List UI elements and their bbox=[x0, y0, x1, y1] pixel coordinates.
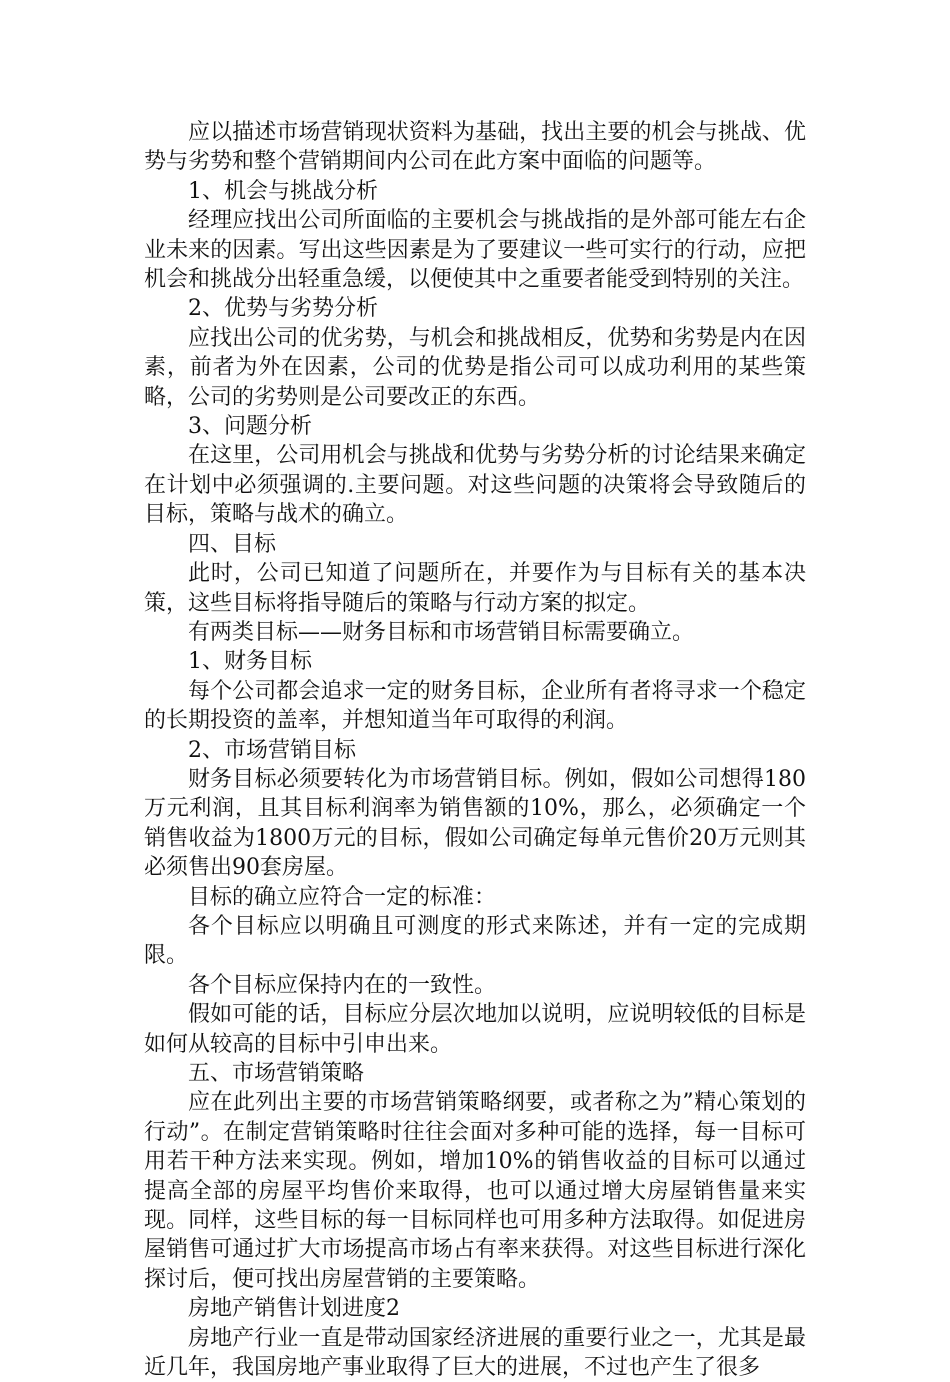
section-heading: 1、机会与挑战分析 bbox=[188, 178, 378, 204]
body-paragraph: 目标的确立应符合一定的标准： bbox=[188, 884, 497, 910]
body-paragraph: 财务目标必须要转化为市场营销目标。例如，假如公司想得180万元利润，且其目标利润率为销售额的10%，那么，必须确定一个销售收益为1800万元的目标，假如公司确定每单元售价20万元则其必须售出90套房屋。 bbox=[144, 766, 807, 881]
body-paragraph: 假如可能的话，目标应分层次地加以说明，应说明较低的目标是如何从较高的目标中引申出来。 bbox=[144, 1002, 806, 1057]
body-paragraph: 应在此列出主要的市场营销策略纲要，或者称之为”精心策划的行动”。在制定营销策略时往往会面对多种可能的选择，每一目标可用若干种方法来实现。例如，增加10%的销售收益的目标可以通过提高全部的房屋平均售价来取得，也可以通过增大房屋销售量来实现。同样，这些目标的每一目标同样也可用多种方法取得。如促进房屋销售可通过扩大市场提高市场占有率来获得。对这些目标进行深化探讨后，便可找出房屋营销的主要策略。 bbox=[144, 1090, 806, 1292]
section-heading: 3、问题分析 bbox=[188, 414, 312, 440]
section-heading: 2、市场营销目标 bbox=[188, 737, 356, 763]
body-paragraph: 每个公司都会追求一定的财务目标，企业所有者将寻求一个稳定的长期投资的盖率，并想知道当年可取得的利润。 bbox=[144, 678, 806, 734]
body-paragraph: 此时，公司已知道了问题所在，并要作为与目标有关的基本决策，这些目标将指导随后的策略与行动方案的拟定。 bbox=[144, 561, 806, 616]
body-paragraph: 经理应找出公司所面临的主要机会与挑战指的是外部可能左右企业未来的因素。写出这些因素是为了要建议一些可实行的行动，应把机会和挑战分出轻重急缓，以便使其中之重要者能受到特别的关注。 bbox=[144, 208, 806, 293]
body-paragraph: 应找出公司的优劣势，与机会和挑战相反，优势和劣势是内在因素，前者为外在因素，公司的优势是指公司可以成功利用的某些策略，公司的劣势则是公司要改正的东西。 bbox=[144, 325, 806, 410]
body-paragraph: 房地产行业一直是带动国家经济进展的重要行业之一，尤其是最近几年，我国房地产事业取得了巨大的进展，不过也产生了很多 bbox=[144, 1325, 806, 1381]
section-heading: 2、优势与劣势分析 bbox=[188, 296, 378, 322]
section-heading: 房地产销售计划进度2 bbox=[188, 1296, 400, 1322]
body-paragraph: 各个目标应保持内在的一致性。 bbox=[188, 972, 497, 998]
section-heading: 五、市场营销策略 bbox=[188, 1061, 365, 1086]
body-paragraph: 各个目标应以明确且可测度的形式来陈述，并有一定的完成期限。 bbox=[144, 913, 806, 969]
body-paragraph: 有两类目标——财务目标和市场营销目标需要确立。 bbox=[188, 619, 695, 645]
body-paragraph: 应以描述市场营销现状资料为基础，找出主要的机会与挑战、优势与劣势和整个营销期间内公司在此方案中面临的问题等。 bbox=[144, 120, 806, 175]
section-heading: 四、目标 bbox=[188, 531, 277, 557]
body-paragraph: 在这里，公司用机会与挑战和优势与劣势分析的讨论结果来确定在计划中必须强调的.主要问题。对这些问题的决策将会导致随后的目标，策略与战术的确立。 bbox=[144, 443, 806, 528]
document-page bbox=[144, 118, 806, 1382]
section-heading: 1、财务目标 bbox=[188, 649, 312, 675]
